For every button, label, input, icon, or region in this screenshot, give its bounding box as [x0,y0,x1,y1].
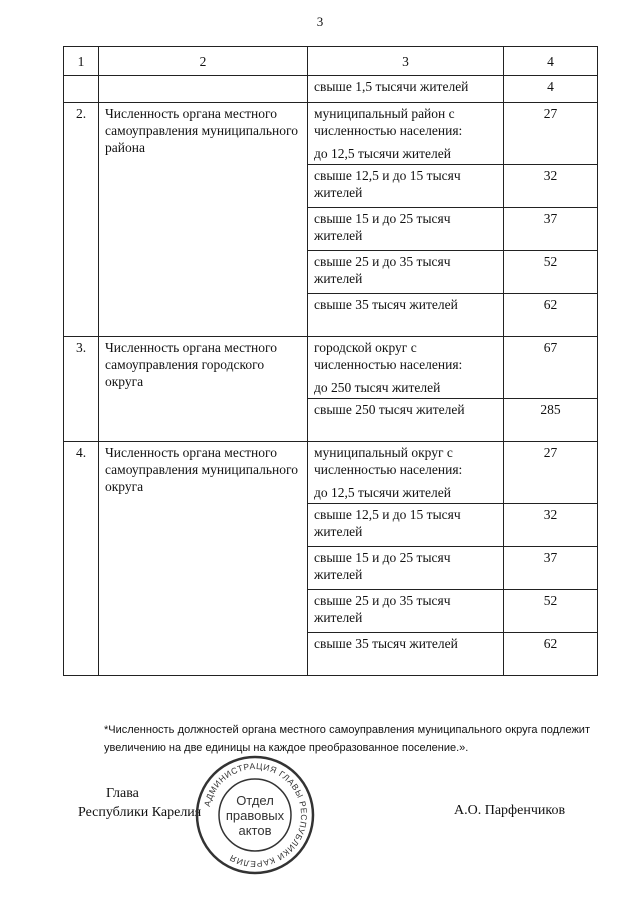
row-label: свыше 35 тысяч жителей [314,297,458,312]
table-row [64,103,598,165]
value-cell: 52 [504,251,598,294]
value-cell: 27 [504,442,598,504]
stamp-center-line-2: правовых [225,808,285,823]
label-cell [308,103,504,165]
row-label: свыше 12,5 и до 15 тысяч жителей [314,168,461,200]
stamp-center-line-1: Отдел [236,793,274,808]
index-cell: 3. [64,337,99,442]
label-cell [308,208,504,251]
table-row [64,337,598,399]
position-line-1: Глава [106,786,139,801]
value-cell: 27 [504,103,598,165]
footnote [75,721,590,757]
official-stamp [193,753,317,877]
position-line-2: Республики Карелия [78,805,202,820]
title-cell: Численность органа местного самоуправления городского округа [99,337,308,442]
staffing-table [63,46,598,676]
value-cell: 37 [504,208,598,251]
footnote-text: *Численность должностей органа местного самоуправления муниципального округа подлежит увеличению на две единицы на каждое преобразованное поселение.». [104,724,590,754]
value-cell: 37 [504,547,598,590]
row-label: свыше 15 и до 25 тысяч жителей [314,550,451,582]
value-cell: 32 [504,504,598,547]
row-label: свыше 25 и до 35 тысяч жителей [314,593,451,625]
row-label: до 12,5 тысячи жителей [314,146,451,161]
label-cell [308,165,504,208]
header-cell: 3 [308,47,504,76]
table-row [64,442,598,504]
label-cell [308,590,504,633]
row-label: свыше 250 тысяч жителей [314,402,465,417]
index-cell: 2. [64,103,99,337]
signatory-name: А.О. Парфенчиков [454,803,566,818]
label-cell [308,442,504,504]
title-cell: Численность органа местного самоуправления муниципального района [99,103,308,337]
row-label: свыше 15 и до 25 тысяч жителей [314,211,451,243]
header-cell: 2 [99,47,308,76]
index-cell: 4. [64,442,99,676]
group-intro: городской округ с численностью населения: [314,340,463,372]
index-cell [64,76,99,103]
value-cell: 67 [504,337,598,399]
label-cell [308,251,504,294]
table-header-row [64,47,598,76]
label-cell [308,633,504,676]
row-label: до 12,5 тысячи жителей [314,485,451,500]
label-cell [308,547,504,590]
title-cell: Численность органа местного самоуправления муниципального округа [99,442,308,676]
label-cell [308,294,504,337]
row-label: до 250 тысяч жителей [314,380,441,395]
header-cell: 4 [504,47,598,76]
value-cell: 285 [504,399,598,442]
label-cell [308,337,504,399]
label-cell [308,399,504,442]
stamp-center-line-3: актов [238,823,272,838]
value-cell: 4 [504,76,598,103]
value-cell: 62 [504,633,598,676]
label-cell: свыше 1,5 тысячи жителей [308,76,504,103]
title-cell [99,76,308,103]
row-label: свыше 12,5 и до 15 тысяч жителей [314,507,461,539]
signature-position [78,784,201,822]
label-cell [308,504,504,547]
stamp-ring-textpath: АДМИНИСТРАЦИЯ ГЛАВЫ РЕСПУБЛИКИ КАРЕЛИЯ [201,760,310,870]
page-number: 3 [316,14,324,29]
header-cell: 1 [64,47,99,76]
group-intro: муниципальный район с численностью населения: [314,106,463,138]
group-intro: муниципальный округ с численностью населения: [314,445,463,477]
table-row [64,76,598,103]
value-cell: 32 [504,165,598,208]
row-label: свыше 35 тысяч жителей [314,636,458,651]
value-cell: 62 [504,294,598,337]
value-cell: 52 [504,590,598,633]
row-label: свыше 25 и до 35 тысяч жителей [314,254,451,286]
